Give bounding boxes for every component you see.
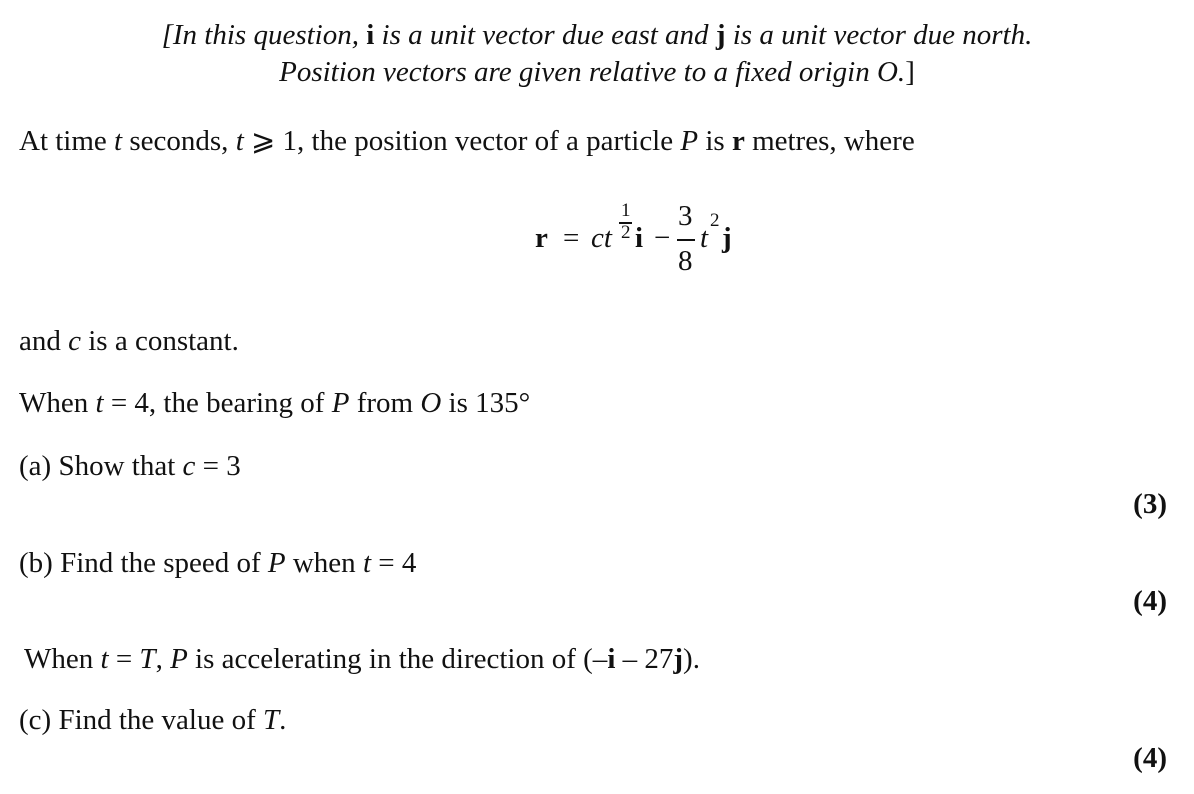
text: When: [24, 643, 101, 675]
part-c-marks: (4): [1133, 742, 1167, 774]
instruction-line-1: [0, 17, 1194, 53]
var-p: P: [267, 547, 286, 579]
bearing-line: [19, 385, 530, 421]
instruction-text: is a unit vector due north.: [725, 19, 1033, 51]
text: when: [285, 547, 363, 579]
text: When: [19, 387, 96, 419]
var-o: O: [420, 387, 442, 419]
var-T: T: [139, 643, 156, 675]
text: At time: [19, 125, 115, 157]
var-t: t: [114, 125, 123, 157]
var-p: P: [331, 387, 350, 419]
text: ⩾ 1, the position vector of a particle: [243, 125, 681, 157]
instruction-text: Position vectors are given relative to a fixed origin O.: [279, 56, 906, 88]
eq-t: t: [700, 222, 709, 254]
var-T: T: [263, 704, 280, 736]
var-t: t: [235, 125, 244, 157]
part-a-marks: (3): [1133, 488, 1167, 520]
eq-frac-denominator: 8: [678, 245, 693, 277]
eq-exp-denominator: 2: [621, 222, 631, 243]
vector-r: r: [731, 125, 745, 157]
instruction-text: is a unit vector due east and: [374, 19, 716, 51]
part-b-question: [19, 545, 416, 581]
vector-j: j: [673, 643, 684, 675]
part-a-label: (a): [19, 450, 52, 482]
closing-bracket: ]: [905, 56, 915, 88]
var-c: c: [68, 325, 81, 357]
text: is a constant.: [81, 325, 239, 357]
instruction-line-2: [0, 54, 1194, 90]
eq-exp-numerator: 1: [621, 200, 631, 221]
text: =: [108, 643, 140, 675]
vector-i: i: [366, 19, 375, 51]
text: from: [349, 387, 421, 419]
var-t: t: [95, 387, 104, 419]
eq-minus: −: [654, 222, 671, 254]
eq-frac-numerator: 3: [678, 200, 693, 232]
text: = 4: [371, 547, 417, 579]
instruction-text: [In this question,: [161, 19, 367, 51]
constant-line: [19, 323, 239, 359]
eq-r: r: [535, 222, 548, 254]
eq-i: i: [635, 222, 644, 254]
text: and: [19, 325, 69, 357]
part-a-question: [19, 448, 241, 484]
text: is 135°: [441, 387, 531, 419]
var-p: P: [680, 125, 699, 157]
var-t: t: [100, 643, 109, 675]
eq-exponent-2: 2: [710, 210, 720, 231]
text: ).: [683, 643, 700, 675]
eq-ct: ct: [591, 222, 612, 254]
text: = 4, the bearing of: [103, 387, 332, 419]
vector-i: i: [607, 643, 616, 675]
acceleration-line: [24, 641, 700, 677]
text: seconds,: [122, 125, 236, 157]
var-p: P: [170, 643, 188, 675]
text: = 3: [195, 450, 241, 482]
text: is: [698, 125, 732, 157]
part-c-label: (c): [19, 704, 52, 736]
text: ,: [155, 643, 171, 675]
text: Show that: [51, 450, 183, 482]
text: metres, where: [744, 125, 915, 157]
text: is accelerating in the direction of (–: [187, 643, 608, 675]
part-c-question: [19, 702, 286, 738]
eq-equals: =: [563, 222, 580, 254]
eq-j: j: [722, 222, 732, 254]
intro-line: [19, 123, 915, 159]
var-c: c: [182, 450, 196, 482]
text: .: [279, 704, 287, 736]
vector-j: j: [715, 19, 726, 51]
part-b-label: (b): [19, 547, 53, 579]
part-b-marks: (4): [1133, 585, 1167, 617]
eq-fraction-bar: [677, 239, 695, 241]
text: Find the value of: [51, 704, 264, 736]
text: Find the speed of: [52, 547, 268, 579]
var-t: t: [362, 547, 371, 579]
position-equation: [535, 198, 795, 288]
text: – 27: [615, 643, 674, 675]
